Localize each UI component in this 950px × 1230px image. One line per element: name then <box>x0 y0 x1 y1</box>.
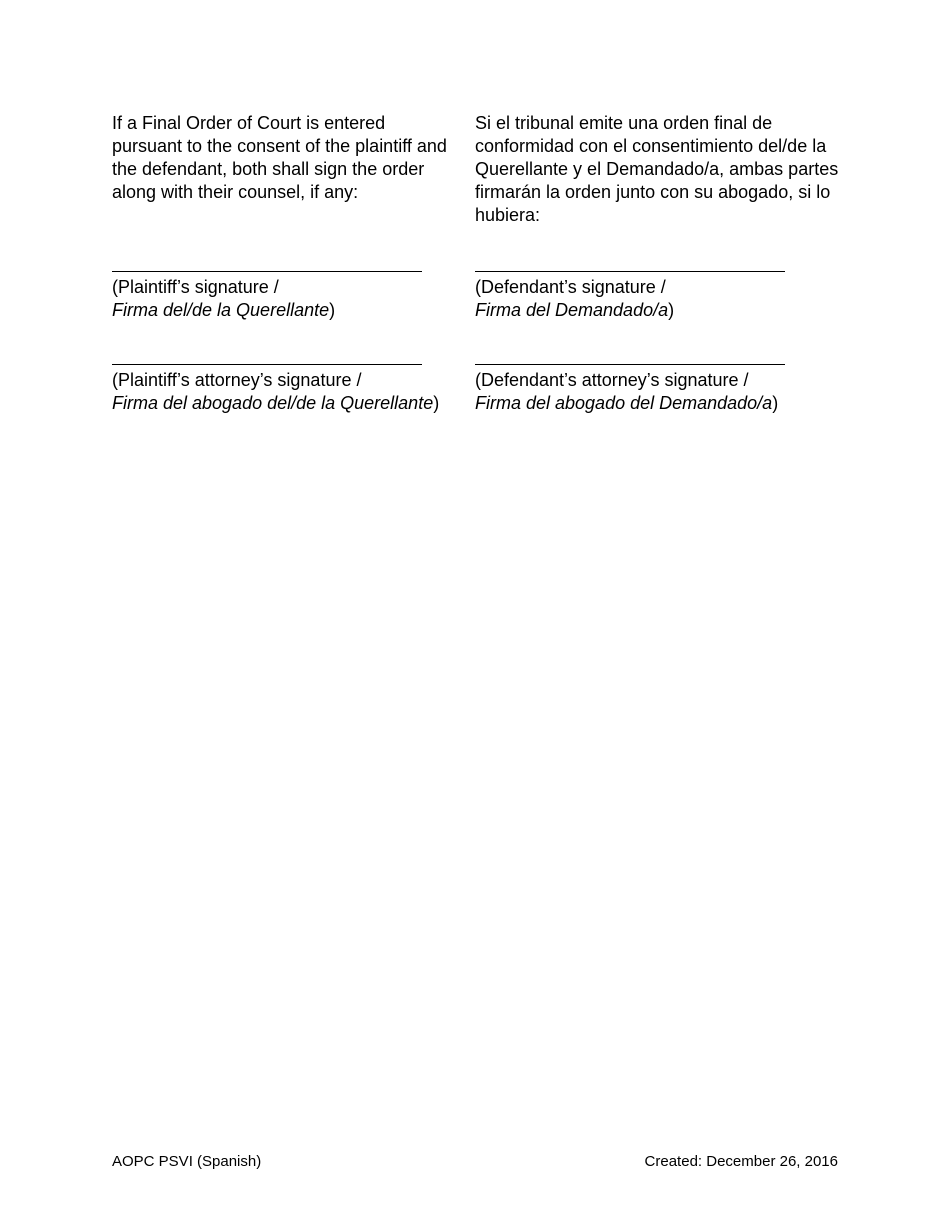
defendant-signature-spanish: Firma del Demandado/a <box>475 300 669 320</box>
plaintiff-signature-english: (Plaintiff’s signature / <box>112 277 279 297</box>
defendant-signature-label <box>475 276 674 322</box>
defendant-signature-line[interactable] <box>475 271 785 272</box>
defendant-attorney-signature-english: (Defendant’s attorney’s signature / <box>475 370 749 390</box>
defendant-attorney-signature-label <box>475 369 778 415</box>
defendant-signature-close: ) <box>668 300 675 320</box>
footer-form-id: AOPC PSVI (Spanish) <box>112 1153 262 1170</box>
defendant-signature-english: (Defendant’s signature / <box>475 277 666 297</box>
plaintiff-attorney-signature-line[interactable] <box>112 364 422 365</box>
plaintiff-signature-close: ) <box>329 300 336 320</box>
plaintiff-signature-label <box>112 276 335 322</box>
plaintiff-attorney-signature-label <box>112 369 439 415</box>
plaintiff-attorney-signature-english: (Plaintiff’s attorney’s signature / <box>112 370 362 390</box>
defendant-attorney-signature-spanish: Firma del abogado del Demandado/a <box>475 393 773 413</box>
plaintiff-signature-spanish: Firma del/de la Querellante <box>112 300 330 320</box>
consent-paragraph-spanish: Si el tribunal emite una orden final de conformidad con el consentimiento del/de la Querellante y el Demandado/a, ambas partes firmarán la orden junto con su abogado, si lo hubiera: <box>475 113 839 225</box>
plaintiff-signature-line[interactable] <box>112 271 422 272</box>
defendant-attorney-signature-close: ) <box>772 393 779 413</box>
plaintiff-attorney-signature-close: ) <box>433 393 440 413</box>
plaintiff-attorney-signature-spanish: Firma del abogado del/de la Querellante <box>112 393 434 413</box>
consent-paragraph-english: If a Final Order of Court is entered pursuant to the consent of the plaintiff and the defendant, both shall sign the order along with their counsel, if any: <box>112 113 447 202</box>
defendant-attorney-signature-line[interactable] <box>475 364 785 365</box>
footer-created-date: Created: December 26, 2016 <box>644 1153 838 1170</box>
